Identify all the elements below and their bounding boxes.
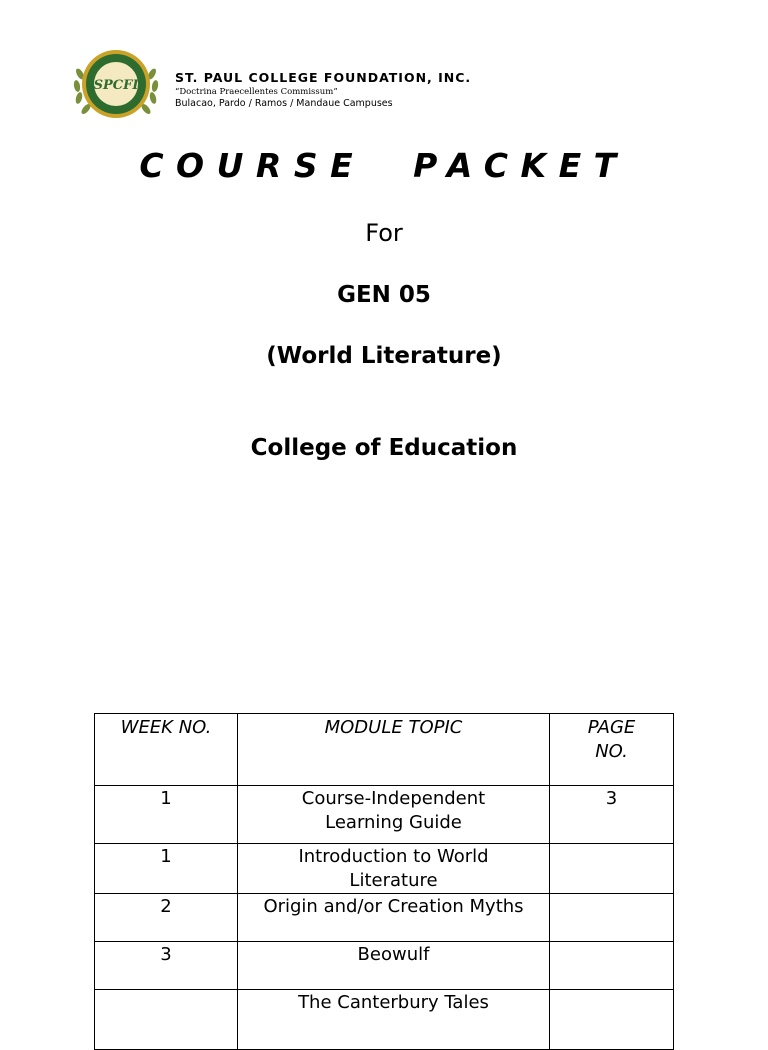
topic-cell: Beowulf bbox=[238, 942, 550, 990]
topic-cell: The Canterbury Tales bbox=[238, 990, 550, 1050]
topic-line: Course-Independent bbox=[301, 788, 486, 809]
college-seal-logo bbox=[70, 44, 162, 124]
for-label: For bbox=[365, 219, 403, 247]
course-name: (World Literature) bbox=[266, 343, 502, 369]
page-header-line2: NO. bbox=[595, 741, 628, 762]
logo-monogram: SPCFI bbox=[93, 78, 139, 93]
topic-cell bbox=[238, 844, 550, 894]
topic-column-header: MODULE TOPIC bbox=[238, 714, 550, 786]
institution-name: ST. PAUL COLLEGE FOUNDATION, INC. bbox=[175, 70, 472, 85]
week-cell bbox=[95, 990, 238, 1050]
table-row bbox=[95, 990, 674, 1050]
table-row bbox=[95, 894, 674, 942]
table-row bbox=[95, 942, 674, 990]
topic-cell: Origin and/or Creation Myths bbox=[238, 894, 550, 942]
course-code: GEN 05 bbox=[337, 282, 431, 308]
module-table bbox=[94, 713, 674, 1050]
week-cell: 3 bbox=[95, 942, 238, 990]
topic-cell bbox=[238, 786, 550, 844]
page-column-header bbox=[550, 714, 674, 786]
page-cell: 3 bbox=[550, 786, 674, 844]
college-name: College of Education bbox=[250, 435, 518, 461]
page-cell bbox=[550, 894, 674, 942]
page-cell bbox=[550, 844, 674, 894]
campus-list: Bulacao, Pardo / Ramos / Mandaue Campuses bbox=[175, 98, 393, 109]
page-header-line1: PAGE bbox=[587, 717, 636, 738]
topic-line: Introduction to World bbox=[298, 846, 489, 867]
table-row bbox=[95, 786, 674, 844]
week-cell: 2 bbox=[95, 894, 238, 942]
institution-motto: “Doctrina Praecellentes Commissum” bbox=[175, 87, 338, 97]
topic-line: Literature bbox=[349, 870, 438, 891]
table-row bbox=[95, 844, 674, 894]
week-column-header: WEEK NO. bbox=[95, 714, 238, 786]
institution-info bbox=[175, 70, 595, 110]
table-header-row bbox=[95, 714, 674, 786]
topic-line: Learning Guide bbox=[325, 812, 462, 833]
page-cell bbox=[550, 990, 674, 1050]
week-cell: 1 bbox=[95, 844, 238, 894]
week-cell: 1 bbox=[95, 786, 238, 844]
document-title: COURSE PACKET bbox=[139, 146, 629, 185]
page-cell bbox=[550, 942, 674, 990]
